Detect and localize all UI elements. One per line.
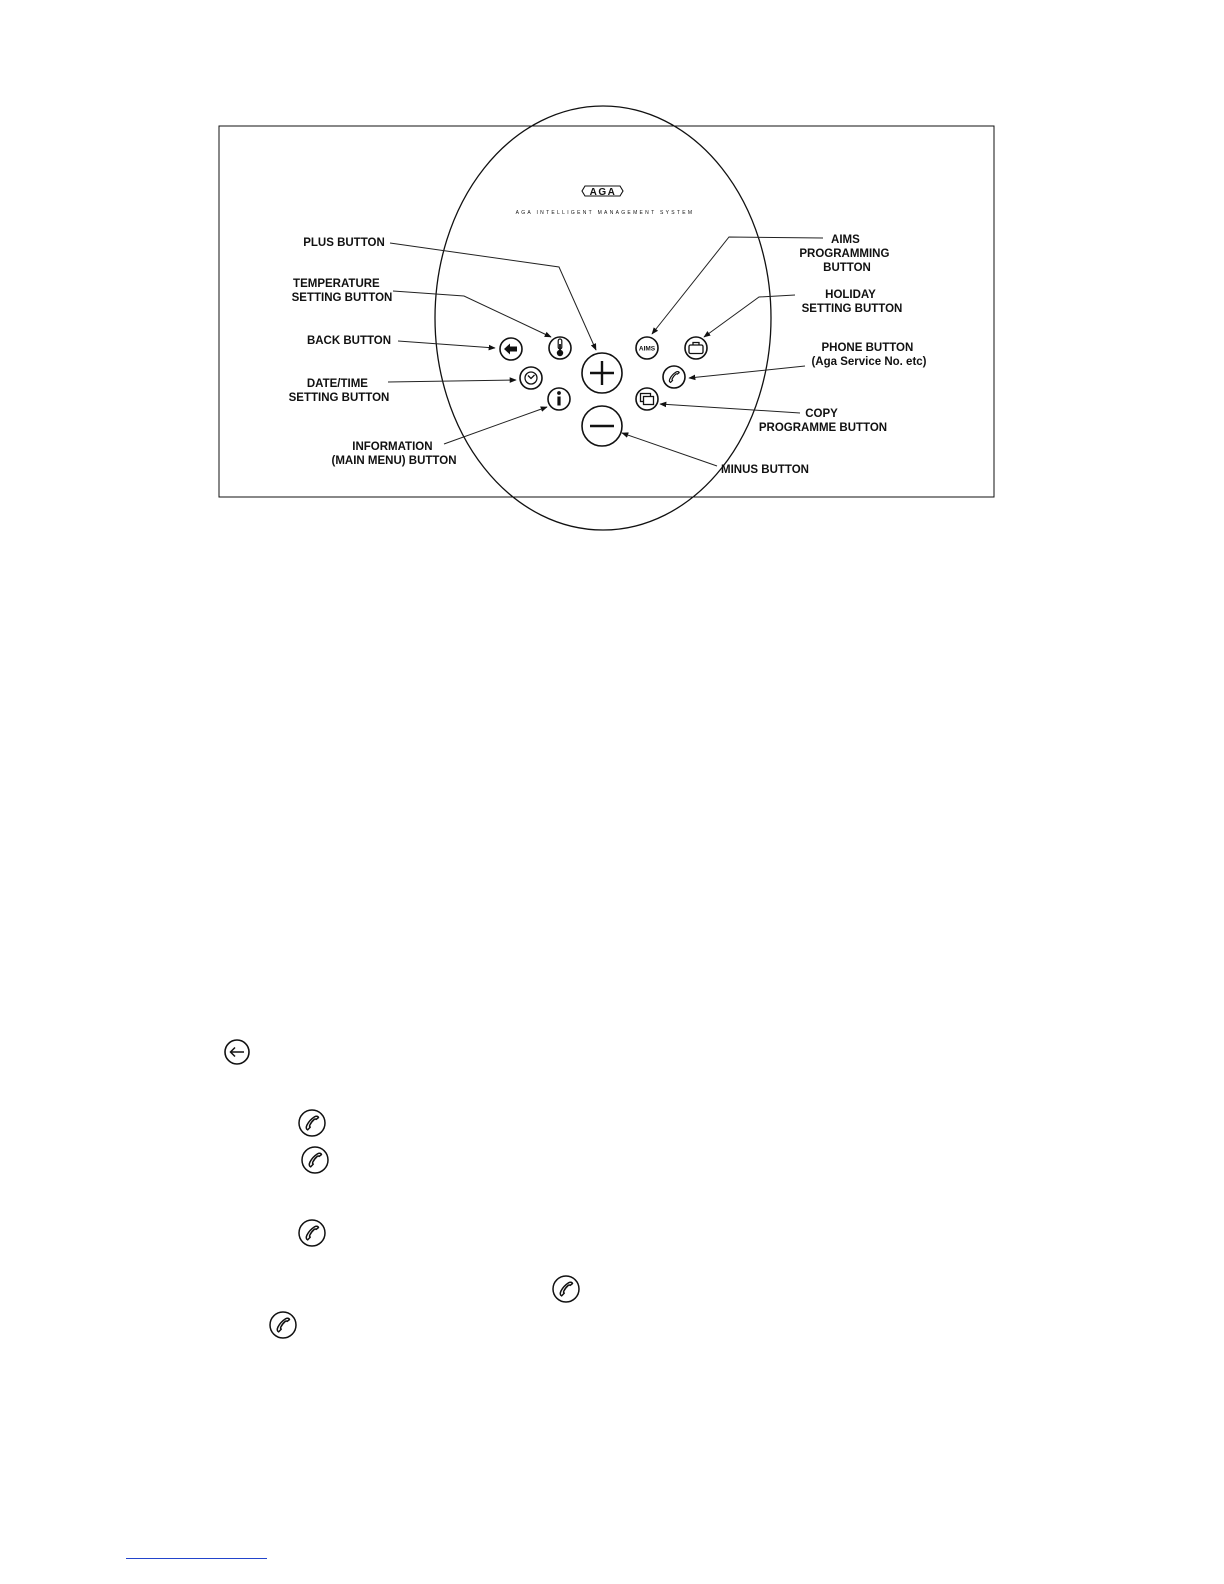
system-subtitle: AGA INTELLIGENT MANAGEMENT SYSTEM xyxy=(515,210,695,216)
information-leader-line xyxy=(444,407,547,444)
inline-phone-icon-3 xyxy=(299,1220,325,1246)
datetime-button-label: DATE/TIME SETTING BUTTON xyxy=(288,378,390,404)
plus-button xyxy=(582,353,622,393)
temperature-leader-line xyxy=(393,291,551,337)
footer-link-underline[interactable] xyxy=(126,1558,267,1559)
phone-button-label: PHONE BUTTON (Aga Service No. etc) xyxy=(811,342,927,368)
inline-phone-icon-5 xyxy=(270,1312,296,1338)
aims-button-label: AIMS PROGRAMMING BUTTON xyxy=(799,234,890,274)
datetime-setting-button xyxy=(520,367,542,389)
minus-button xyxy=(582,406,622,446)
copy-leader-line xyxy=(660,404,800,413)
aims-programming-button xyxy=(636,337,658,359)
holiday-button-label: HOLIDAY SETTING BUTTON xyxy=(801,289,903,315)
inline-phone-icon-1 xyxy=(299,1110,325,1136)
logo-text: AGA xyxy=(589,187,617,198)
copy-button-label: COPY PROGRAMME BUTTON xyxy=(758,408,888,434)
minus-leader-line xyxy=(622,433,717,466)
information-button-label: INFORMATION (MAIN MENU) BUTTON xyxy=(331,441,457,467)
holiday-setting-button xyxy=(685,337,707,359)
aga-logo xyxy=(582,186,623,198)
datetime-leader-line xyxy=(388,380,516,382)
plus-button-label: PLUS BUTTON xyxy=(303,237,385,249)
info-icon xyxy=(557,391,561,405)
temperature-setting-button xyxy=(549,337,571,359)
aims-leader-line xyxy=(652,237,823,334)
minus-button-label: MINUS BUTTON xyxy=(721,464,809,476)
back-button xyxy=(500,338,522,360)
plus-leader-line xyxy=(390,243,596,350)
phone-leader-line xyxy=(689,366,805,378)
inline-phone-icon-2 xyxy=(302,1147,328,1173)
information-button xyxy=(548,388,570,410)
phone-button xyxy=(663,366,685,388)
inline-back-icon xyxy=(225,1040,249,1064)
aims-text-icon: AIMS xyxy=(638,345,656,353)
back-leader-line xyxy=(398,341,495,348)
thermometer-icon xyxy=(557,339,563,356)
holiday-leader-line xyxy=(704,295,795,337)
copy-programme-button xyxy=(636,388,658,410)
inline-phone-icon-4 xyxy=(553,1276,579,1302)
back-button-label: BACK BUTTON xyxy=(306,335,392,347)
temperature-button-label: TEMPERATURE SETTING BUTTON xyxy=(291,278,393,304)
